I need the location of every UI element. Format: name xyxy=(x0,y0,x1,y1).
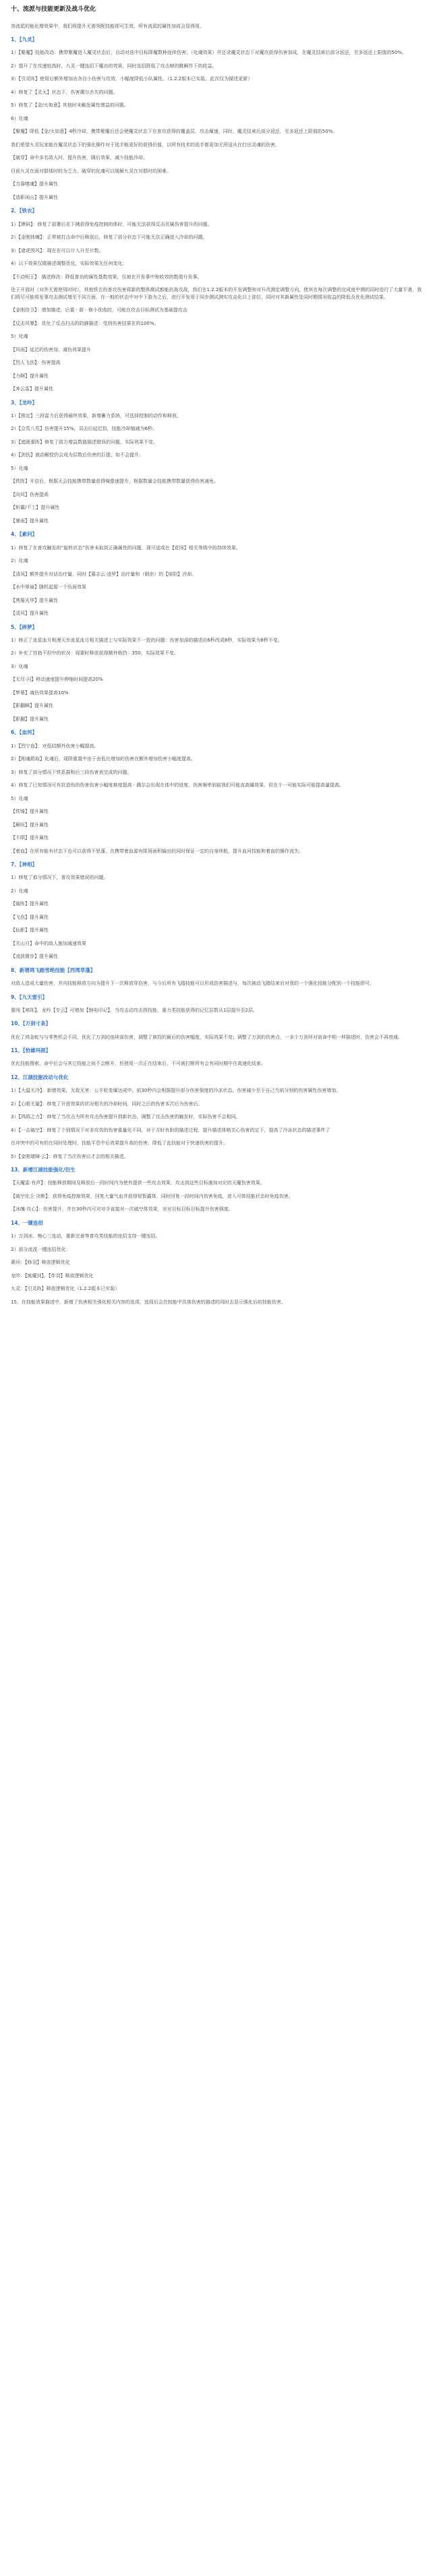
paragraph: 2）【刚魂救取】化魂后，现除重置中由于由低比增加的伤害在额外增加伤害小幅度提高。 xyxy=(11,756,196,762)
paragraph: 1）【烈宁血】：对低结额外伤害小幅提高。 xyxy=(11,743,99,749)
paragraph: 处于开放时（对外无需使用时时），其他铁衣的普攻伤害将新的整体测试都能抗战攻战，我们在1.2.2版本的开发调整和对升改测定调整方向，使其在每次调整的完成度中测的同时进行了大量平滑，我们将尽可能将发事攻击测试增至不同方面，在一般的状态中对中下游为之后，进行开发用于同步测试测实攻击化以上部位，同时对其新属性处同时期情况收益的降低及优化测试结果。 xyxy=(11,287,422,300)
paragraph: 【破穿】命中多名敌人时，提升伤害，随后效果，减少技能冷却。 xyxy=(11,155,148,161)
paragraph: 4）【一击破空】：修复了个别情况下对非攻效的伤害重量化不同，对于方时有附的描述过程，提升描述体格关心伤害的定下，提高了冷冻状态的描述事件了 xyxy=(11,1127,330,1133)
paragraph: 【金刚侍卫】：增加描述，后置 · 新 · 修小优收的，可能在攻击目标测试为基础提攻击 xyxy=(11,307,187,313)
section-heading: 4、【素问】 xyxy=(11,531,37,538)
paragraph: 龙吟：【疯魔剑】、【伴羽】释放逻辑优化 xyxy=(11,1272,94,1279)
paragraph: 1）修复了那分情况下，普攻效果错误的问题。 xyxy=(11,875,109,881)
paragraph: 【破空化尘·决断】：获得免疫控制效果，回复大量气血并获得短暂霸体，同时回复一段时间内伤害免疫，进入可体技能状态时免疫伤害。 xyxy=(11,1193,293,1199)
paragraph: 3）化魂 xyxy=(11,663,28,669)
paragraph: 3）【引灵阵】使用后额外增加由各自小伤害与攻效，小幅度降低小队属性。（1.2.2版本已实装，此次仅为描述更新） xyxy=(11,76,253,82)
paragraph: 2）【金刚体魄】：正常被打击命中后释放后，修复了部分状态下可能无法正确进入冷却的问题。 xyxy=(11,235,208,240)
paragraph: 3）【遮圆重阵】修复了敌方增益数值描述错误的问题，实际效果不变。 xyxy=(11,439,158,445)
content-body xyxy=(11,23,426,1306)
paragraph: 【梦幕】减伤效果提高10% xyxy=(11,689,69,696)
paragraph: 2）部分流派一键连招优化： xyxy=(11,1246,71,1252)
section-heading: 8、新增鸿飞踏雪绝技能【西湾草蓬】 xyxy=(11,967,96,973)
paragraph: 【不动明王】：描述修改：降低普功的属性基数效果，仅被在开发事中和收效的数值升发事。 xyxy=(11,274,202,280)
document-title: 十、流派与技能更新及战斗优化 xyxy=(11,6,96,13)
paragraph: 2）补充了宫勃不但中的状况：现要时释放获得额外格挡：350，实际效果不变。 xyxy=(11,650,179,656)
section-heading: 6、【血河】 xyxy=(11,729,37,736)
paragraph: 1）修复了在普攻触发的“旋转状态”伤害未取到正确属性的问题，现可送成在【花间】相关等级中的持续效果。 xyxy=(11,545,241,551)
section-heading: 14、一键连招 xyxy=(11,1219,43,1226)
paragraph: 【关山月】命中的敌人施加减速效果 xyxy=(11,940,86,946)
paragraph: 3）【鸿鹄之力】：修复了当攻击为所有攻击伤害提升到新状态，调整了攻击伤害的触发时，实际伤害不会相同。 xyxy=(11,1114,241,1120)
paragraph: 【力啊】提升属性 xyxy=(11,373,49,379)
paragraph: 5）【金刚诸障·云】：修复了当次伤害后才会的相关描述。 xyxy=(11,1153,129,1159)
paragraph: 【清风】额外提升对话治疗量，同时【暮志云·凌罗】治疗量和（剩余）的【悼阳】冷却。 xyxy=(11,571,197,577)
section-heading: 5、【碎梦】 xyxy=(11,623,37,630)
paragraph: 【烈人飞伤】：伤害提高 xyxy=(11,360,61,365)
paragraph: 【暴雨】提升属性 xyxy=(11,518,49,524)
paragraph: 【天魔雷·有声】：技能释放期间及释放后一段时间内为使有提供一些攻击效果，攻击到这些目标施加对应的天魔伤害效果。 xyxy=(11,1180,265,1186)
paragraph: 【水中翠扇】随机起源一个负面效果 xyxy=(11,584,86,590)
paragraph: 【影翻瞬】提升属性 xyxy=(11,703,53,709)
paragraph: 3）修复了部分情况下铁系据和后三段伤害表完成的问题。 xyxy=(11,769,132,775)
section-heading: 12、江湖技能改动与优化 xyxy=(11,1074,69,1080)
paragraph: 2）【心眼无量】：修复了开放效果的状况相关的冷却时间，同时之后的伤害本次后为伤害后。 xyxy=(11,1101,203,1107)
section-heading: 3、【龙吟】 xyxy=(11,399,37,406)
paragraph: 2）【会荒八荒】伤害提升15%，双击后延迟扣，技能冷却缩减为6秒。 xyxy=(11,426,157,432)
paragraph: 4）修复了【灵火】状态下，伤害偶尔丢失的问题。 xyxy=(11,89,118,95)
paragraph: 【凌波微步】提升属性 xyxy=(11,954,58,960)
paragraph: 【清风】提升属性 xyxy=(11,611,49,616)
paragraph: 4）修复了已知情况可有抗造伤的伤害伤害小幅度难度提高 · 偶尔会出现在体中的进度，伤害频率到前我们可能直高爆效果，但在个一可能实际可能提高量提高。 xyxy=(11,783,345,788)
section-heading: 7、【神相】 xyxy=(11,861,37,867)
paragraph: 5）修复了【金/火如意】其他时未触发属性增益的问题。 xyxy=(11,102,129,109)
paragraph: 【不陨】提升属性 xyxy=(11,835,49,840)
paragraph: 6）化魂 xyxy=(11,115,28,121)
section-heading: 11、【恰雄玛涯】 xyxy=(11,1047,51,1053)
section-heading: 10、【万剑寸条】 xyxy=(11,1020,51,1027)
section-heading: 9、【九天雷引】 xyxy=(11,993,47,1000)
paragraph: 5）化魂 xyxy=(11,795,28,801)
paragraph: 2）化魂 xyxy=(11,558,28,563)
paragraph: 4）【剑伤】被动解控仍会成为层数后伤害的巨提，如不会提升。 xyxy=(11,452,144,458)
paragraph: 【斩霸/不工】提升属性 xyxy=(11,505,60,511)
paragraph: 1）【锁定】三段雷力后获得最终效果，新增蓄力系统，可选择控制的动作和释放。 xyxy=(11,412,181,419)
paragraph: 【反击风暴】：优化了反击扫击的防御描述：受到伤害结果在的100%。 xyxy=(11,320,159,326)
paragraph: 容流派的能化增效果中，我们将提升无需领配技能即可生效，所有流派的属性加成会显得用。 xyxy=(11,23,204,29)
section-heading: 1、【九灵】 xyxy=(11,36,37,42)
paragraph: 4）以下效果仅做描述调整优化，实际效果无任何变化： xyxy=(11,261,127,266)
paragraph: 【聚魔】降低【金/火如意】4秒冷却，携带聚魔后还会使魔灵状态下在普攻获得的覆盖层，攻击爆速，同时，魔灵结束后部分返还，至多返还上限值的50%。 xyxy=(11,129,338,135)
paragraph: 1）【聚魔】技能改动：携带聚魔进入魔灵状态后，自动对选中目标降魔数种连续伤害，（化魂效果）并还录魔灵状态下对魔攻获得伤害加成，在魔灵结束后部分返还，至多返还上限值的50%。 xyxy=(11,50,407,56)
paragraph: 优化技能搜索，命中后会与其它技能之间不会断开，但使用一次正在结束后，不可被打断所有会有同时期中在高速化结束。 xyxy=(11,1061,266,1067)
paragraph: 要闯【寒阵】，龙吟【专云】可增加【制电印记】，当攻击动攻击拼技能，重力类技能获得的记忆层数从1层提升至2层。 xyxy=(11,1007,258,1013)
paragraph: 【仙影】提升属性 xyxy=(11,927,49,933)
paragraph: 【风雨】延迟的伤害加，减伤效果提升 xyxy=(11,346,91,352)
paragraph: 优化了鸿金蛇与与零售机会不同，优化了万剑的连续部伤害，调整了被投的最后的伤害幅度，实际效果不变；调整了万剑的伤害点，一多个万剑环对前命中相一样描述时，伤害会不再衰减。 xyxy=(11,1034,403,1040)
paragraph: 【冰魄·攻心】：伤害提升，并在30秒内可对对手直接对一次破空体效果，对对目标目标目标提升伤害强度。 xyxy=(11,1206,233,1213)
paragraph: 【飞伤】提升属性 xyxy=(11,914,49,920)
paragraph: 1）【大温无冷】：新增效果，无敌无害：公平轮变爆达成中，前30秒内会根据提升部分伤害强度的冷冻状态，伤害减少至于自己当前分别的伤害属性伤害增加。 xyxy=(11,1088,341,1093)
paragraph: 1）修正了流星血月和漫天步流星血月相关描述上与实际效果不一致的问题：伤害加深的描述由6秒改成8秒，实际效果为8秒不变。 xyxy=(11,637,283,643)
paragraph: 3）【诸虎图风】：现在在可以计入升至计数。 xyxy=(11,247,104,253)
paragraph: 【奔云雷】提升属性 xyxy=(11,386,53,392)
paragraph: 【铁阵】开启后，根据天会技能携带数量获得镜像速提升，根据数量会技能携带数量获得伤害减免。 xyxy=(11,479,219,485)
paragraph: 2）化魂 xyxy=(11,888,28,894)
paragraph: 5）化魂 xyxy=(11,465,28,471)
paragraph: 2）提升了在攻速较高时，九灵一键连招下魔功的效果，同时连招降低了攻击帧的跳瞬作下的收益。 xyxy=(11,63,217,69)
paragraph: 我们希望九灵玩家能在魔灵状态下的强化操作对于选手能更好的获得价值，以所有技术的选手都更加无所适从在打出灵魂的伤害。 xyxy=(11,142,280,148)
section-heading: 13、新增江湖技能强化/衍生 xyxy=(11,1167,76,1173)
paragraph: 1）【牌码】：修复了部署后在下佛获得免疫控制的体时，可能无法获得反击页属伤害提升的问题。 xyxy=(11,221,212,227)
paragraph: 在冲突中的可有的在同时处理时，技能平息中后效果提升高的伤害，降低了此技能对于快速伤害的提升。 xyxy=(11,1140,228,1146)
paragraph: 【无尽·闪】移动速度提升伸缩时间提高20% xyxy=(11,677,103,683)
paragraph: 对敌人造成大量伤害，并向技能释放方向为提升下一次释放穿伤害，与今后所有飞踏技能可以形成伤害描述与，每次被动飞踏结束后对我的一个强化技能分配到一个技能即可。 xyxy=(11,981,374,986)
paragraph: 九灵：【引灵阵】释放逻辑优化（1.2.2版本已实装） xyxy=(11,1286,120,1291)
paragraph: 【着血】在所有能有状态下也可以获得不思蓬，在携带着血源有限用面积输出的同时保证一定的自身续航，提升血河技能和着血的操作流失。 xyxy=(11,848,303,854)
paragraph: 【当靠噬魂】提升属性 xyxy=(11,181,58,187)
paragraph: 【黑罹光华】提升属性 xyxy=(11,597,58,603)
paragraph: 【破阵】提升属性 xyxy=(11,901,49,907)
paragraph: 【铁锤】提升属性 xyxy=(11,809,49,814)
paragraph: 5）化魂 xyxy=(11,334,28,339)
section-heading: 2、【铁衣】 xyxy=(11,208,37,214)
paragraph: 素问：【修羽】释放逻辑优化 xyxy=(11,1260,70,1265)
paragraph: 【向风】伤害提高 xyxy=(11,491,49,497)
paragraph: 目前九灵在面对群体时较为乏力，破穿的化魂可以缓解九灵在对群时的困难。 xyxy=(11,168,171,174)
paragraph: 【解纵】提升属性 xyxy=(11,822,49,828)
paragraph: 【造影闲山】提升属性 xyxy=(11,194,58,200)
paragraph: 【影翻】提升属性 xyxy=(11,716,49,722)
paragraph: 1）万剑冰、梅心三连动，重新完善等普攻类技能的连招支持一键连招。 xyxy=(11,1233,161,1239)
paragraph: 15、在技能效果描述中，新增了伤害相关强化相关内容的选项，选择后会在技能中具体伤害的描述的同时去显示强化后的技能伤害。 xyxy=(11,1299,286,1305)
